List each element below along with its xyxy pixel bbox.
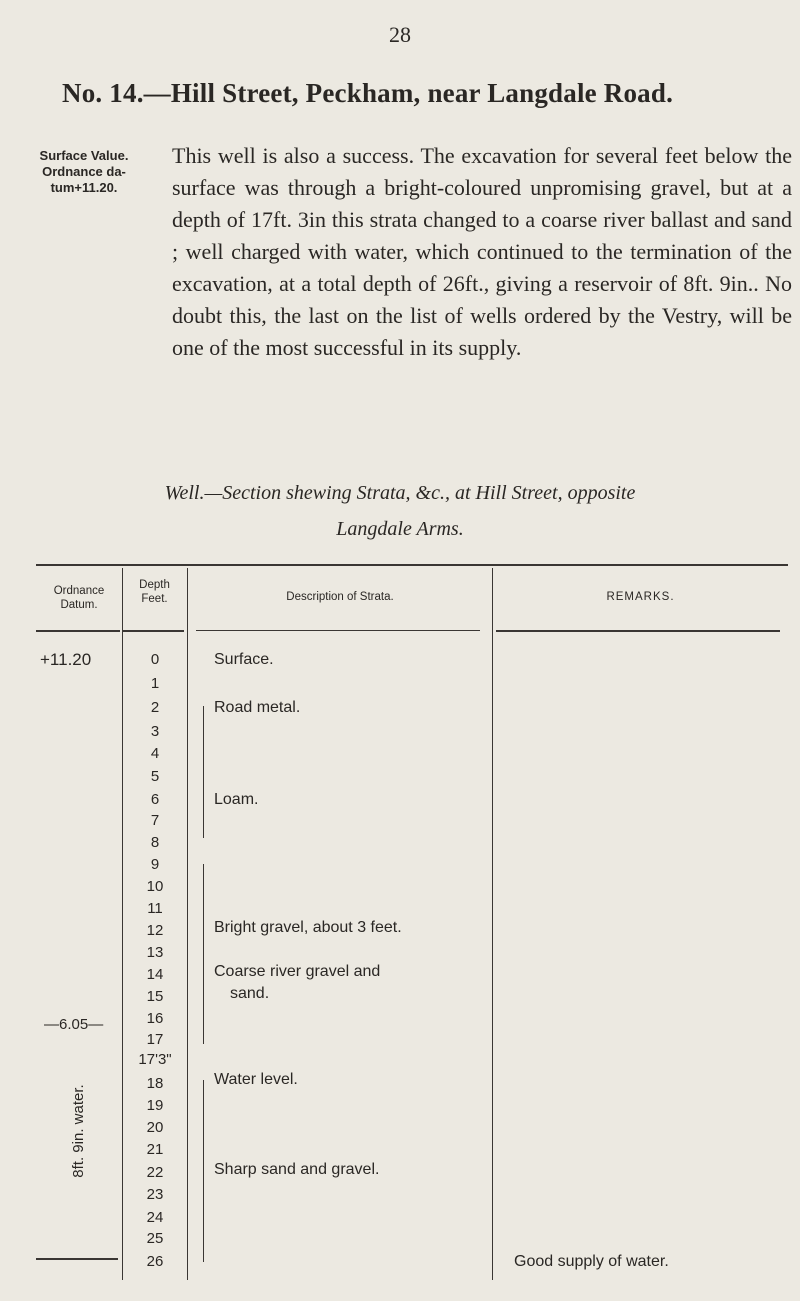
desc-water-level: Water level. xyxy=(214,1071,298,1088)
column-divider xyxy=(492,568,493,1280)
depth-value: 12 xyxy=(146,922,164,939)
desc-coarse-gravel-cont: sand. xyxy=(230,985,270,1002)
water-bottom-rule xyxy=(36,1258,118,1260)
desc-surface: Surface. xyxy=(214,651,274,668)
header-rule xyxy=(196,630,480,631)
depth-value: 15 xyxy=(146,988,164,1005)
depth-value: 18 xyxy=(146,1075,164,1092)
depth-value: 5 xyxy=(150,768,160,785)
depth-value: 22 xyxy=(146,1164,164,1181)
margin-note-line: Surface Value. xyxy=(39,148,129,163)
header-rule xyxy=(496,630,780,632)
desc-sharp-sand: Sharp sand and gravel. xyxy=(214,1161,380,1178)
depth-value: 16 xyxy=(146,1010,164,1027)
depth-value: 2 xyxy=(150,699,160,716)
table-caption-line-1: Well.—Section shewing Strata, &c., at Hill Street, opposite xyxy=(164,482,636,504)
section-heading: No. 14.—Hill Street, Peckham, near Langdale Road. xyxy=(62,78,674,108)
table-top-rule xyxy=(36,564,788,566)
depth-value: 13 xyxy=(146,944,164,961)
depth-value: 1 xyxy=(150,675,160,692)
depth-value: 25 xyxy=(146,1230,164,1247)
datum-water-level: —6.05— xyxy=(44,1016,104,1033)
depth-value: 26 xyxy=(146,1253,164,1270)
depth-value: 20 xyxy=(146,1119,164,1136)
paragraph-text: This well is also a success. The excavation for several feet below the surface was through a bright-coloured unpromising gravel, but at a depth of 17ft. 3in this strata changed to a coarse river ballast and sand ; well charged with water, which continued to the termination of the excavation, at a total depth of 26ft., giving a reservoir of 8ft. 9in.. No doubt this, the last on the list of wells ordered by the Vestry, will be one of the most successful in its supply. xyxy=(172,143,792,360)
margin-note xyxy=(8,148,160,196)
desc-road-metal: Road metal. xyxy=(214,699,301,716)
desc-coarse-gravel: Coarse river gravel and xyxy=(214,963,381,980)
margin-note-line: tum+11.20. xyxy=(50,180,118,195)
header-rule xyxy=(36,630,120,632)
header-depth-line: Feet. xyxy=(141,593,168,605)
depth-value: 11 xyxy=(147,900,163,917)
header-datum-line: Ordnance xyxy=(53,585,105,597)
margin-note-line: Ordnance da- xyxy=(42,164,126,179)
depth-value: 10 xyxy=(146,878,164,895)
header-datum-line: Datum. xyxy=(60,599,98,611)
depth-value: 7 xyxy=(150,812,160,829)
datum-surface: +11.20 xyxy=(40,650,92,669)
header-description: Description of Strata. xyxy=(286,591,394,603)
depth-value: 17'3" xyxy=(138,1051,172,1068)
depth-value: 6 xyxy=(150,791,160,808)
depth-value: 3 xyxy=(150,723,160,740)
header-depth-line: Depth xyxy=(139,579,170,591)
brace-road-metal-loam xyxy=(203,706,204,838)
water-depth-label: 8ft. 9in. water. xyxy=(70,1084,87,1178)
header-remarks: REMARKS. xyxy=(606,591,675,603)
header-depth xyxy=(122,578,187,606)
depth-value: 8 xyxy=(150,834,160,851)
desc-loam: Loam. xyxy=(214,791,259,808)
depth-value: 24 xyxy=(146,1209,164,1226)
depth-value: 0 xyxy=(150,651,160,668)
depth-value: 21 xyxy=(146,1141,164,1158)
header-datum xyxy=(36,584,122,612)
depth-value: 9 xyxy=(150,856,160,873)
depth-value: 14 xyxy=(146,966,164,983)
body-paragraph xyxy=(172,140,792,364)
depth-value: 19 xyxy=(146,1097,164,1114)
brace-gravel xyxy=(203,864,204,1044)
remark-good-supply: Good supply of water. xyxy=(514,1253,669,1270)
depth-value: 17 xyxy=(146,1031,164,1048)
brace-water xyxy=(203,1080,204,1262)
table-caption-line-2: Langdale Arms. xyxy=(336,518,464,540)
depth-value: 23 xyxy=(146,1186,164,1203)
page-number: 28 xyxy=(389,22,411,47)
depth-value: 4 xyxy=(150,745,160,762)
header-rule xyxy=(122,630,184,632)
desc-bright-gravel: Bright gravel, about 3 feet. xyxy=(214,919,402,936)
